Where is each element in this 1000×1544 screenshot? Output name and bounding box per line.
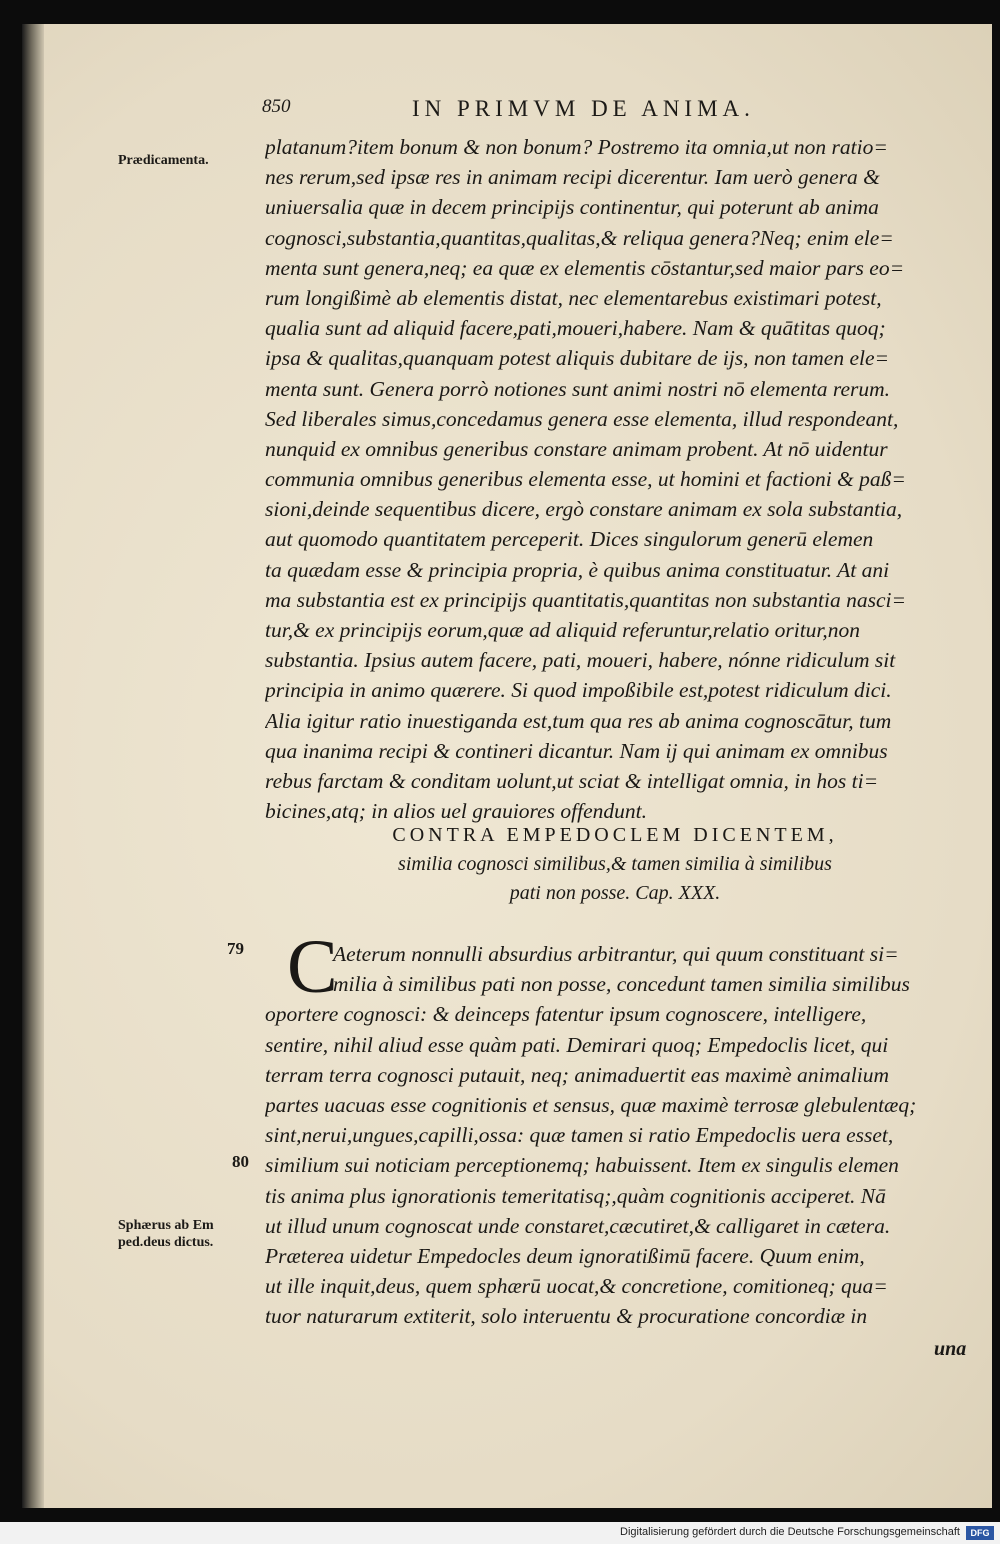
text-line: ut illud unum cognoscat unde constaret,cæcutiret,& calligaret in cætera. (265, 1213, 891, 1238)
chapter-subtitle: similia cognosci similibus,& tamen similia à similibus (398, 853, 832, 875)
body-text-block-1 (265, 132, 965, 826)
text-line: communia omnibus generibus elementa esse, ut homini et factioni & paß= (265, 467, 906, 492)
text-line: rebus farctam & conditam uolunt,ut sciat & intelligat omnia, in hos ti= (265, 768, 879, 793)
text-line: terram terra cognosci putauit, neq; animaduertit eas maximè animalium (265, 1062, 890, 1087)
drop-cap-initial: C (287, 925, 338, 1009)
line-number-79: 79 (227, 939, 244, 958)
text-line: ma substantia est ex principijs quantitatis,quantitas non substantia nasci= (265, 587, 907, 612)
text-line: rum longißimè ab elementis distat, nec elementarebus existimari potest, (265, 285, 882, 310)
text-line: ta quædam esse & principia propria, è quibus anima constituatur. At ani (265, 557, 890, 582)
text-line: cognosci,substantia,quantitas,qualitas,& reliqua genera?Neq; enim ele= (265, 225, 894, 250)
text-line: partes uacuas esse cognitionis et sensus, quæ maximè terrosæ glebulentæq; (265, 1092, 917, 1117)
text-line: qua inanima recipi & contineri dicantur. Nam ij qui animam ex omnibus (265, 738, 888, 763)
book-page (22, 24, 992, 1508)
body-text-block-2 (265, 939, 965, 1331)
margin-note-line: Sphærus ab Em (118, 1218, 214, 1233)
text-line: nes rerum,sed ipsæ res in animam recipi dicerentur. Iam uerò genera & (265, 165, 880, 190)
text-line: Præterea uidetur Empedocles deum ignoratißimū facere. Quum enim, (265, 1243, 865, 1268)
text-line: aut quomodo quantitatem perceperit. Dices singulorum generū elemen (265, 527, 874, 552)
text-line: uniuersalia quæ in decem principijs continentur, qui poterunt ab anima (265, 195, 879, 220)
text-line: qualia sunt ad aliquid facere,pati,moueri,habere. Nam & quātitas quoq; (265, 316, 886, 341)
text-line: sentire, nihil aliud esse quàm pati. Demirari quoq; Empedoclis licet, qui (265, 1032, 889, 1057)
text-line: tuor naturarum extiterit, solo interuentu & procuratione concordiæ in (265, 1304, 868, 1329)
page-number: 850 (262, 96, 291, 117)
text-line: Sed liberales simus,concedamus genera esse elementa, illud respondeant, (265, 406, 899, 431)
text-line: ut ille inquit,deus, quem sphærū uocat,& concretione, comitioneq; qua= (265, 1274, 888, 1299)
text-line: tis anima plus ignorationis temeritatisq;,quàm cognitionis acciperet. Nā (265, 1183, 886, 1208)
text-line: platanum?item bonum & non bonum? Postremo ita omnia,ut non ratio= (265, 135, 888, 159)
text-line: substantia. Ipsius autem facere, pati, moueri, habere, nónne ridiculum sit (265, 648, 896, 673)
footer-credit: Digitalisierung gefördert durch die Deutsche Forschungsgemeinschaft (620, 1526, 960, 1538)
text-line: tur,& ex principijs eorum,quæ ad aliquid referuntur,relatio oritur,non (265, 618, 861, 642)
text-line: oportere cognosci: & deinceps fatentur ipsum cognoscere, intelligere, (265, 1002, 867, 1027)
chapter-title: CONTRA EMPEDOCLEM DICENTEM, (392, 824, 838, 846)
text-line: sioni,deinde sequentibus dicere, ergò constare animam ex sola substantia, (265, 497, 903, 522)
chapter-heading (265, 820, 965, 908)
running-head: IN PRIMVM DE ANIMA. (412, 96, 755, 121)
margin-note-line: ped.deus dictus. (118, 1235, 214, 1250)
text-line: menta sunt genera,neq; ea quæ ex elementis cōstantur,sed maior pars eo= (265, 255, 905, 280)
text-line: nunquid ex omnibus generibus constare animam probent. At nō uidentur (265, 436, 888, 461)
dfg-logo-icon: DFG (966, 1526, 994, 1540)
text-line: principia in animo quærere. Si quod impoßibile est,potest ridiculum dici. (265, 678, 892, 703)
text-line: similium sui noticiam perceptionemq; habuissent. Item ex singulis elemen (265, 1153, 899, 1178)
text-line: milia à similibus pati non posse, concedunt tamen similia similibus (333, 972, 910, 997)
text-line: sint,nerui,ungues,capilli,ossa: quæ tamen si ratio Empedoclis uera esset, (265, 1123, 894, 1148)
text-line: ipsa & qualitas,quanquam potest aliquis dubitare de ijs, non tamen ele= (265, 346, 890, 371)
text-line: menta sunt. Genera porrò notiones sunt animi nostri nō elementa rerum. (265, 376, 891, 401)
chapter-subtitle: pati non posse. Cap. XXX. (509, 882, 721, 904)
margin-note-sphaerus (118, 1217, 214, 1251)
catchword: una (934, 1338, 967, 1360)
line-number-80: 80 (232, 1152, 249, 1171)
text-line: Alia igitur ratio inuestiganda est,tum qua res ab anima cognoscātur, tum (265, 708, 892, 733)
text-line: bicines,atq; in alios uel grauiores offendunt. (265, 799, 647, 824)
margin-note-predicamenta: Prædicamenta. (118, 153, 209, 168)
page-gutter (22, 24, 44, 1508)
text-line: Aeterum nonnulli absurdius arbitrantur, qui quum constituant si= (333, 942, 899, 966)
digitization-footer (0, 1522, 1000, 1544)
